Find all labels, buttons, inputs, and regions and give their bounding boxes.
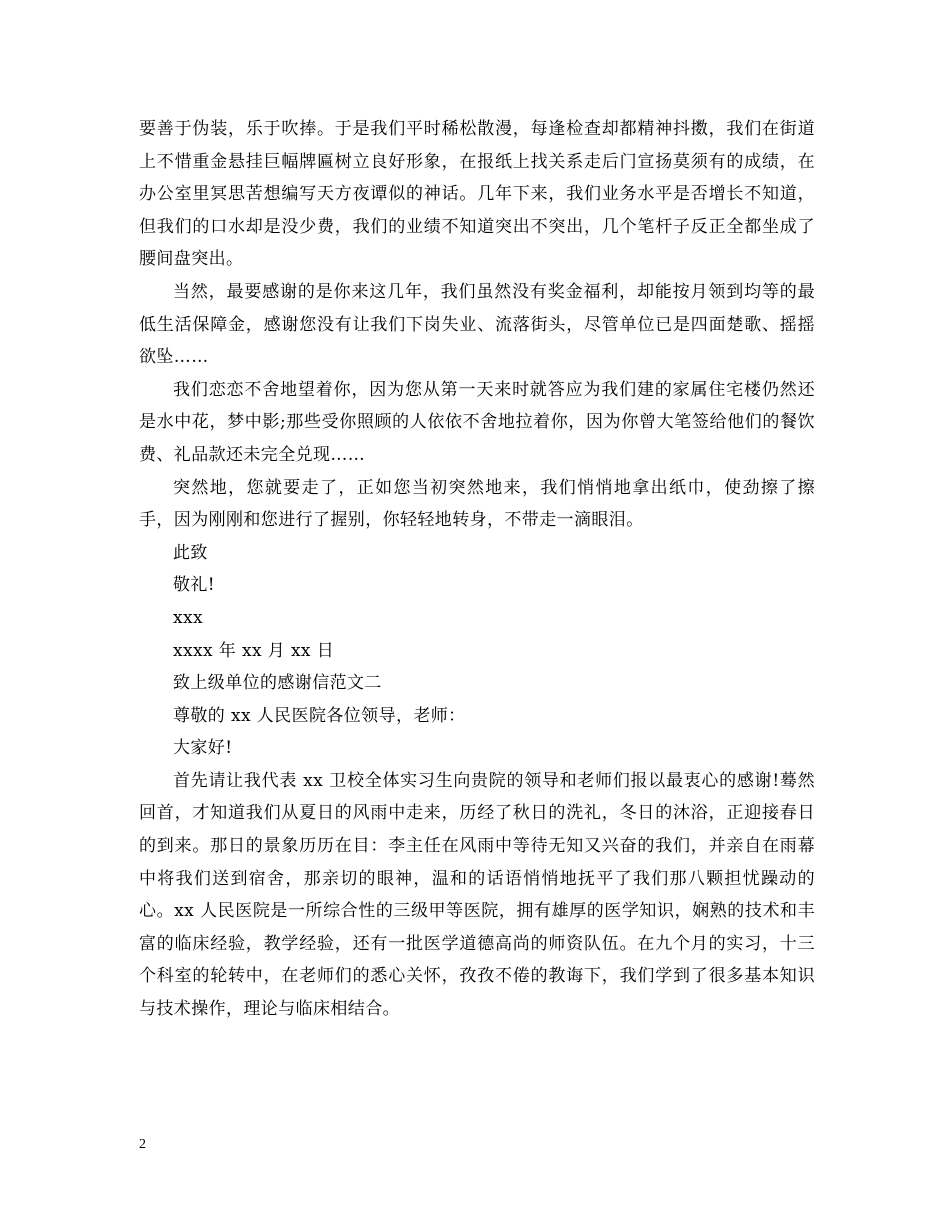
letter-greeting: 尊敬的 xx 人民医院各位领导，老师： — [173, 705, 466, 726]
signature-date: xxxx 年 xx 月 xx 日 — [173, 640, 335, 661]
document-body — [139, 113, 815, 1026]
paragraph: 我们恋恋不舍地望着你，因为您从第一天来时就答应为我们建的家属住宅楼仍然还是水中花，梦中影;那些受你照顾的人依依不舍地拉着你，因为你曾大笔签给他们的餐饮费、礼品款还未完全兑现…… — [139, 379, 815, 465]
closing-salutation: 此致 — [173, 542, 208, 563]
signature-name: xxx — [173, 607, 203, 628]
section-title: 致上级单位的感谢信范文二 — [173, 673, 382, 694]
paragraph: 突然地，您就要走了，正如您当初突然地来，我们悄悄地拿出纸巾，使劲擦了擦手，因为刚刚和您进行了握别，你轻轻地转身，不带走一滴眼泪。 — [139, 477, 815, 531]
closing-regards: 敬礼! — [173, 575, 216, 596]
page-number: 2 — [139, 1137, 146, 1152]
paragraph: 当然，最要感谢的是你来这几年，我们虽然没有奖金福利，却能按月领到均等的最低生活保障金，感谢您没有让我们下岗失业、流落街头，尽管单位已是四面楚歌、摇摇欲坠…… — [139, 281, 815, 368]
paragraph: 要善于伪装，乐于吹捧。于是我们平时稀松散漫，每逢检查却都精神抖擞，我们在街道上不惜重金悬挂巨幅牌匾树立良好形象，在报纸上找关系走后门宣扬莫须有的成绩，在办公室里冥思苦想编写天方夜谭似的神话。几年下来，我们业务水平是否增长不知道，但我们的口水却是没少费，我们的业绩不知道突出不突出，几个笔杆子反正全都坐成了腰间盘突出。 — [139, 119, 815, 270]
paragraph: 首先请让我代表 xx 卫校全体实习生向贵院的领导和老师们报以最衷心的感谢!蓦然回首，才知道我们从夏日的风雨中走来，历经了秋日的洗礼，冬日的沐浴，正迎接春日的到来。那日的景象历历在目：李主任在风雨中等待无知又兴奋的我们，并亲自在雨幕中将我们送到宿舍，那亲切的眼神，温和的话语悄悄地抚平了我们那八颗担忧躁动的心。xx 人民医院是一所综合性的三级甲等医院，拥有雄厚的医学知识，娴熟的技术和丰富的临床经验，教学经验，还有一批医学道德高尚的师资队伍。在九个月的实习，十三个科室的轮转中，在老师们的悉心关怀，孜孜不倦的教诲下，我们学到了很多基本知识与技术操作，理论与临床相结合。 — [139, 770, 815, 1020]
letter-hello: 大家好! — [173, 738, 233, 759]
